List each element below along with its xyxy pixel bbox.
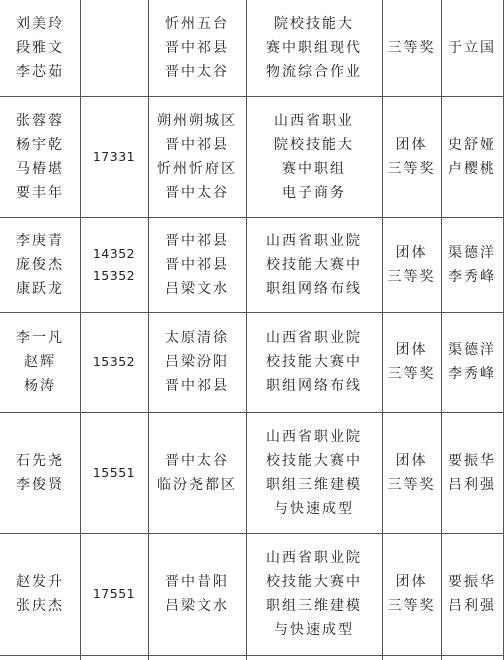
award-level-cell <box>382 533 441 655</box>
instructor-cell <box>441 312 503 412</box>
competition-event-line: 山西省职业 <box>274 112 354 129</box>
competition-event-line: 院校技能大 <box>274 136 354 153</box>
region-line: 临汾尧都区 <box>157 476 237 493</box>
award-level-cell <box>382 412 441 533</box>
student-names-line: 段雅文 <box>16 40 64 56</box>
region-line: 忻州忻府区 <box>157 160 237 177</box>
project-code-line: 14352 <box>92 245 136 261</box>
instructor-cell <box>441 533 503 655</box>
instructor-cell <box>441 217 503 312</box>
instructor-cell <box>441 0 503 96</box>
award-level-cell <box>382 96 441 217</box>
student-names-line: 马椿堪 <box>16 160 64 177</box>
award-level-cell <box>382 217 441 312</box>
instructor-line: 吕利强 <box>448 476 496 493</box>
region-line: 晋中祁县 <box>165 40 229 56</box>
instructor-cell <box>441 412 503 533</box>
competition-event-line: 山西省职业院 <box>266 232 362 249</box>
competition-event-line: 山西省职业院 <box>266 428 362 445</box>
student-names-line: 康跃龙 <box>16 280 64 297</box>
competition-event-line: 电子商务 <box>282 184 346 201</box>
award-level-line: 团体 <box>395 452 428 469</box>
competition-event-line: 校技能大赛中 <box>266 354 362 370</box>
student-names-line: 李庚青 <box>16 232 64 249</box>
project-code-line: 15352 <box>92 267 136 283</box>
instructor-line: 吕利强 <box>448 598 496 614</box>
instructor-line: 李秀峰 <box>448 366 496 382</box>
region-cell <box>148 217 246 312</box>
student-names-cell <box>0 0 80 96</box>
region-line: 晋中祁县 <box>165 378 229 394</box>
instructor-line: 史舒娅 <box>448 136 496 153</box>
competition-event-line: 赛中职组 <box>282 160 346 177</box>
award-level-cell <box>382 0 441 96</box>
award-level-line: 三等奖 <box>387 160 436 177</box>
instructor-line: 卢樱桃 <box>448 160 496 177</box>
student-names-line: 张蓉蓉 <box>16 112 64 129</box>
competition-event-line: 物流综合作业 <box>266 64 362 80</box>
region-line: 吕梁汾阳 <box>165 354 229 370</box>
project-code-line: 17551 <box>92 586 136 601</box>
student-names-line: 李一凡 <box>16 330 64 346</box>
student-names-line: 李俊贤 <box>16 476 64 493</box>
row-divider <box>0 655 504 656</box>
instructor-line: 渠德洋 <box>448 244 496 261</box>
competition-event-line: 校技能大赛中 <box>266 256 362 273</box>
competition-event-cell <box>246 312 382 412</box>
student-names-line: 要丰年 <box>16 184 64 201</box>
project-code-cell <box>80 412 148 533</box>
student-names-line: 赵辉 <box>24 354 56 370</box>
competition-event-line: 与快速成型 <box>274 622 354 638</box>
region-line: 朔州朔城区 <box>157 112 237 129</box>
competition-event-line: 赛中职组现代 <box>266 40 362 56</box>
competition-event-line: 与快速成型 <box>274 500 354 517</box>
region-line: 晋中太谷 <box>165 184 229 201</box>
student-names-cell <box>0 312 80 412</box>
award-level-line: 团体 <box>395 244 428 261</box>
competition-event-line: 校技能大赛中 <box>266 452 362 469</box>
region-line: 忻州五台 <box>165 16 229 32</box>
student-names-line: 杨宇乾 <box>16 136 64 153</box>
student-names-line: 刘美玲 <box>16 16 64 32</box>
project-code-cell <box>80 96 148 217</box>
region-cell <box>148 412 246 533</box>
competition-event-cell <box>246 0 382 96</box>
region-line: 晋中太谷 <box>165 64 229 80</box>
award-level-line: 三等奖 <box>387 268 436 285</box>
region-line: 太原清徐 <box>165 330 229 346</box>
award-level-line: 三等奖 <box>387 476 436 493</box>
region-line: 吕梁文水 <box>165 598 229 614</box>
student-names-cell <box>0 412 80 533</box>
project-code-line: 15352 <box>92 354 136 369</box>
student-names-line: 庞俊杰 <box>16 256 64 273</box>
competition-event-line: 职组三维建模 <box>266 598 362 614</box>
instructor-cell <box>441 96 503 217</box>
region-cell <box>148 312 246 412</box>
region-line: 晋中祁县 <box>165 256 229 273</box>
project-code-cell <box>80 0 148 96</box>
region-line: 晋中昔阳 <box>165 574 229 590</box>
student-names-line: 李芯茹 <box>16 64 64 80</box>
competition-event-line: 院校技能大 <box>274 16 354 32</box>
region-line: 吕梁文水 <box>165 280 229 297</box>
instructor-line: 李秀峰 <box>448 268 496 285</box>
student-names-line: 张庆杰 <box>16 598 64 614</box>
region-cell <box>148 533 246 655</box>
project-code-line: 15551 <box>92 464 136 480</box>
project-code-cell <box>80 533 148 655</box>
competition-event-line: 校技能大赛中 <box>266 574 362 590</box>
instructor-line: 于立国 <box>448 40 496 56</box>
competition-event-line: 职组网络布线 <box>266 378 362 394</box>
award-level-line: 团体 <box>395 342 428 358</box>
region-cell <box>148 0 246 96</box>
competition-event-line: 职组网络布线 <box>266 280 362 297</box>
project-code-line: 17331 <box>92 148 136 164</box>
award-level-line: 团体 <box>395 574 428 590</box>
student-names-line: 赵发升 <box>16 574 64 590</box>
student-names-line: 石先尧 <box>16 452 64 469</box>
project-code-cell <box>80 217 148 312</box>
student-names-cell <box>0 96 80 217</box>
student-names-cell <box>0 217 80 312</box>
project-code-cell <box>80 312 148 412</box>
competition-event-line: 职组三维建模 <box>266 476 362 493</box>
region-cell <box>148 96 246 217</box>
award-level-line: 三等奖 <box>387 366 436 382</box>
award-level-line: 团体 <box>395 136 428 153</box>
competition-event-cell <box>246 217 382 312</box>
instructor-line: 要振华 <box>448 574 496 590</box>
competition-event-cell <box>246 533 382 655</box>
competition-event-cell <box>246 412 382 533</box>
instructor-line: 要振华 <box>448 452 496 469</box>
student-names-cell <box>0 533 80 655</box>
student-names-line: 杨涛 <box>24 378 56 394</box>
competition-event-cell <box>246 96 382 217</box>
award-level-line: 三等奖 <box>387 598 436 614</box>
region-line: 晋中祁县 <box>165 136 229 153</box>
instructor-line: 渠德洋 <box>448 342 496 358</box>
award-level-cell <box>382 312 441 412</box>
region-line: 晋中太谷 <box>165 452 229 469</box>
region-line: 晋中祁县 <box>165 232 229 249</box>
competition-event-line: 山西省职业院 <box>266 330 362 346</box>
competition-event-line: 山西省职业院 <box>266 550 362 566</box>
award-level-line: 三等奖 <box>387 40 436 56</box>
